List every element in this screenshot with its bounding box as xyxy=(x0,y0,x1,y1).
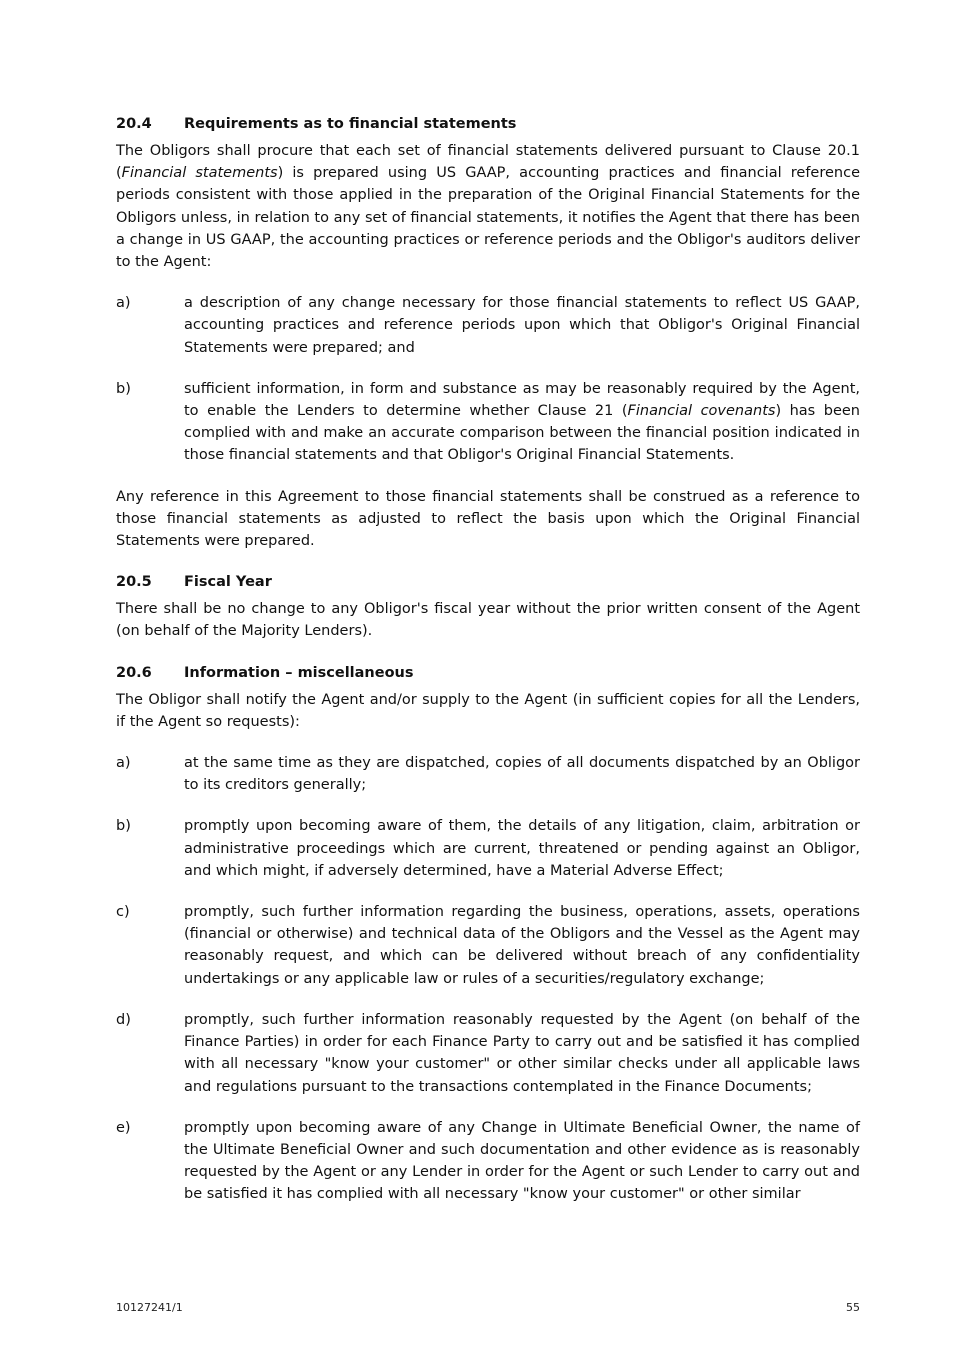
section-number: 20.4 xyxy=(116,116,152,132)
section-number: 20.6 xyxy=(116,664,152,681)
page-footer xyxy=(116,1301,860,1314)
section-title: Requirements as to financial statements xyxy=(184,116,517,132)
item-text: promptly, such further information reasonably requested by the Agent (on behalf of the Finance Parties) in order for each Finance Party to carry out and be satisfied it has complied with all necessary "know your customer" or other similar checks under all applicable laws and regulations pursuant to the transactions contemplated in the Finance Documents; xyxy=(184,1011,860,1095)
list-item xyxy=(116,815,860,882)
list-item xyxy=(116,752,860,796)
section-heading-20-6 xyxy=(116,662,860,684)
item-text xyxy=(184,378,860,467)
section-heading-20-4 xyxy=(116,113,860,135)
section-20-6-intro: The Obligor shall notify the Agent and/or supply to the Agent (in sufficient copies for all the Lenders, if the Agent so requests): xyxy=(116,691,860,730)
item-text: at the same time as they are dispatched, copies of all documents dispatched by an Obligor to its creditors generally; xyxy=(184,755,860,794)
item-label: c) xyxy=(116,904,130,921)
list-item xyxy=(116,1117,860,1206)
item-label: a) xyxy=(116,295,131,312)
list-item xyxy=(116,292,860,359)
list-item xyxy=(116,1009,860,1098)
intro-text-part: The Obligors shall procure that each set of financial statements delivered pursuant to Clause 20.1 ( xyxy=(116,143,860,182)
document-reference: 10127241/1 xyxy=(116,1301,183,1314)
section-title: Fiscal Year xyxy=(184,574,272,591)
item-text-part: ) has been complied with and make an accurate comparison between the financial position indicated in those financial statements and that Obligor's Original Financial Statements. xyxy=(184,403,860,464)
clause-reference-italic: Financial covenants xyxy=(627,403,776,420)
section-20-5-text: There shall be no change to any Obligor's fiscal year without the prior written consent of the Agent (on behalf of the Majority Lenders). xyxy=(116,601,860,640)
item-text: a description of any change necessary for those financial statements to reflect US GAAP, accounting practices and reference periods upon which that Obligor's Original Financial Statements were prepared; and xyxy=(184,295,860,356)
item-text: promptly upon becoming aware of them, the details of any litigation, claim, arbitration or administrative proceedings which are current, threatened or pending against an Obligor, and which might, if adversely determined, have a Material Adverse Effect; xyxy=(184,818,860,879)
item-text-part: sufficient information, in form and substance as may be reasonably required by the Agent, to enable the Lenders to determine whether Clause 21 ( xyxy=(184,380,860,420)
item-label: b) xyxy=(116,380,131,397)
section-heading-20-5 xyxy=(116,571,860,593)
item-label: b) xyxy=(116,818,131,835)
item-label: d) xyxy=(116,1011,131,1028)
item-text: promptly, such further information regarding the business, operations, assets, operations (financial or otherwise) and technical data of the Obligors and the Vessel as the Agent may reasonably request, and which can be delivered without breach of any confidentiality undertakings or any applicable law or rules of a securities/regulatory exchange; xyxy=(184,904,860,987)
item-label: e) xyxy=(116,1119,131,1136)
page-content xyxy=(116,113,860,1206)
clause-reference-italic: Financial statements xyxy=(121,165,278,182)
list-item xyxy=(116,378,860,467)
section-number: 20.5 xyxy=(116,574,152,591)
list-item xyxy=(116,901,860,990)
section-20-4-closing: Any reference in this Agreement to those financial statements shall be construed as a reference to those financial statements as adjusted to reflect the basis upon which the Original Financial Statements were prepared. xyxy=(116,488,860,550)
item-label: a) xyxy=(116,755,131,772)
page-number: 55 xyxy=(846,1301,860,1314)
item-text: promptly upon becoming aware of any Change in Ultimate Beneficial Owner, the name of the Ultimate Beneficial Owner and such documentation and other evidence as is reasonably requested by the Agent or any Lender in order for the Agent or such Lender to carry out and be satisfied it has complied with all necessary "know your customer" or other similar xyxy=(184,1119,860,1203)
section-20-4-intro xyxy=(116,140,860,273)
intro-text-part: ) is prepared using US GAAP, accounting practices and financial reference periods consistent with those applied in the preparation of the Original Financial Statements for the Obligors unless, in relation to any set of financial statements, it notifies the Agent that there has been a change in US GAAP, the accounting practices or reference periods and the Obligor's auditors deliver to the Agent: xyxy=(116,165,860,271)
section-title: Information – miscellaneous xyxy=(184,664,414,681)
